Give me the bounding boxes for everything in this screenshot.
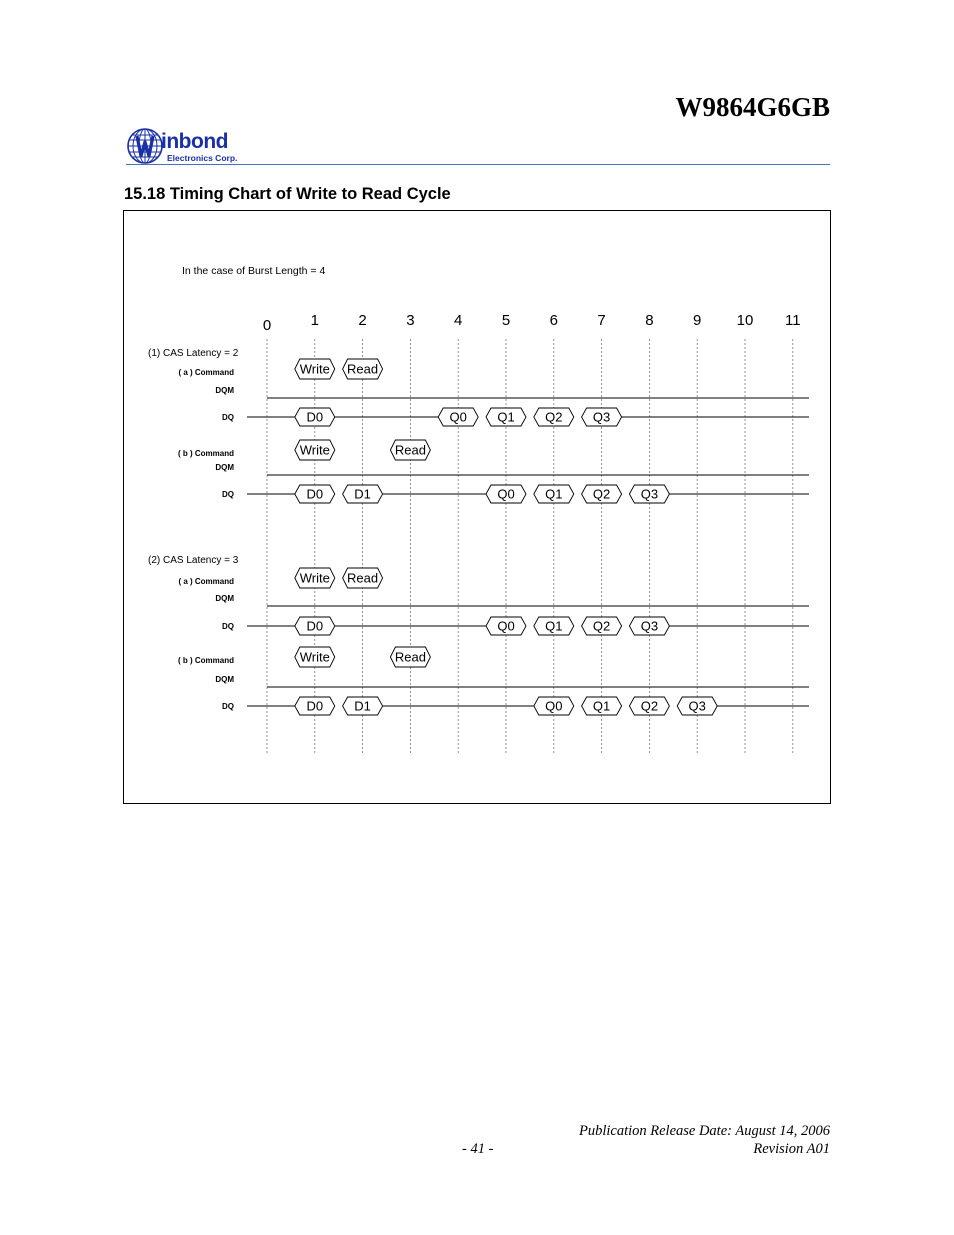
clock-label: 1 xyxy=(310,312,319,329)
data-box-label: Q1 xyxy=(545,486,563,502)
data-box-label: Q2 xyxy=(640,698,659,714)
data-box-label: Q3 xyxy=(640,486,659,502)
dq-row-label: DQ xyxy=(222,413,234,422)
data-box-label: D0 xyxy=(306,698,324,714)
clock-label: 2 xyxy=(358,312,367,329)
page-number: - 41 - xyxy=(462,1141,494,1157)
publication-date: Publication Release Date: August 14, 2006 xyxy=(578,1123,830,1139)
cas-latency-title: (2) CAS Latency = 3 xyxy=(148,555,239,566)
data-box-label: Q2 xyxy=(592,486,611,502)
command-box-label: Write xyxy=(299,649,330,665)
clock-label: 4 xyxy=(454,312,463,329)
command-row-label: ( a ) Command xyxy=(178,368,234,377)
command-row-label: ( b ) Command xyxy=(178,449,234,458)
clock-label: 9 xyxy=(693,312,702,329)
clock-label: 6 xyxy=(549,312,558,329)
timing-chart-svg xyxy=(124,211,830,803)
data-box-label: Q3 xyxy=(688,698,706,714)
winbond-logo xyxy=(126,126,256,166)
data-box-label: Q3 xyxy=(592,409,611,425)
command-box-label: Read xyxy=(394,649,426,665)
data-box-label: Q1 xyxy=(497,409,515,425)
command-box-label: Write xyxy=(299,570,330,586)
data-box-label: Q0 xyxy=(497,618,515,634)
part-number: W9864G6GB xyxy=(675,92,830,122)
globe-icon xyxy=(126,126,166,166)
clock-label: 3 xyxy=(406,312,415,329)
dq-row-label: DQ xyxy=(222,622,234,631)
data-box-label: Q2 xyxy=(592,618,611,634)
timing-chart xyxy=(123,210,831,804)
clock-label: 7 xyxy=(597,312,606,329)
burst-length-note: In the case of Burst Length = 4 xyxy=(182,265,326,277)
command-box-label: Read xyxy=(347,361,379,377)
data-box-label: D0 xyxy=(306,409,324,425)
data-box-label: Q1 xyxy=(545,618,563,634)
clock-label: 10 xyxy=(736,312,754,329)
header-rule xyxy=(126,164,830,165)
dq-row-label: DQ xyxy=(222,702,234,711)
data-box-label: D1 xyxy=(354,486,371,502)
dq-row-label: DQ xyxy=(222,490,234,499)
data-box-label: D0 xyxy=(306,618,324,634)
data-box-label: D1 xyxy=(354,698,371,714)
dqm-row-label: DQM xyxy=(215,386,234,395)
command-box-label: Write xyxy=(299,442,330,458)
dqm-row-label: DQM xyxy=(215,675,234,684)
command-box-label: Write xyxy=(299,361,330,377)
section-title: 15.18 Timing Chart of Write to Read Cycle xyxy=(124,185,451,203)
command-box-label: Read xyxy=(394,442,426,458)
logo-subtitle: Electronics Corp. xyxy=(167,153,238,163)
clock-label: 8 xyxy=(645,312,654,329)
clock-label: 5 xyxy=(501,312,511,329)
dqm-row-label: DQM xyxy=(215,463,234,472)
data-box-label: Q0 xyxy=(545,698,563,714)
command-box-label: Read xyxy=(347,570,379,586)
command-row-label: ( a ) Command xyxy=(178,577,234,586)
data-box-label: Q3 xyxy=(640,618,659,634)
data-box-label: Q1 xyxy=(592,698,611,714)
data-box-label: Q0 xyxy=(497,486,515,502)
command-row-label: ( b ) Command xyxy=(178,656,234,665)
dqm-row-label: DQM xyxy=(215,594,234,603)
data-box-label: D0 xyxy=(306,486,324,502)
logo-text: inbond xyxy=(161,130,228,153)
data-box-label: Q2 xyxy=(545,409,563,425)
cas-latency-title: (1) CAS Latency = 2 xyxy=(148,348,239,359)
clock-label: 11 xyxy=(785,312,801,329)
revision: Revision A01 xyxy=(753,1141,830,1157)
clock-label: 0 xyxy=(262,317,272,334)
data-box-label: Q0 xyxy=(449,409,467,425)
